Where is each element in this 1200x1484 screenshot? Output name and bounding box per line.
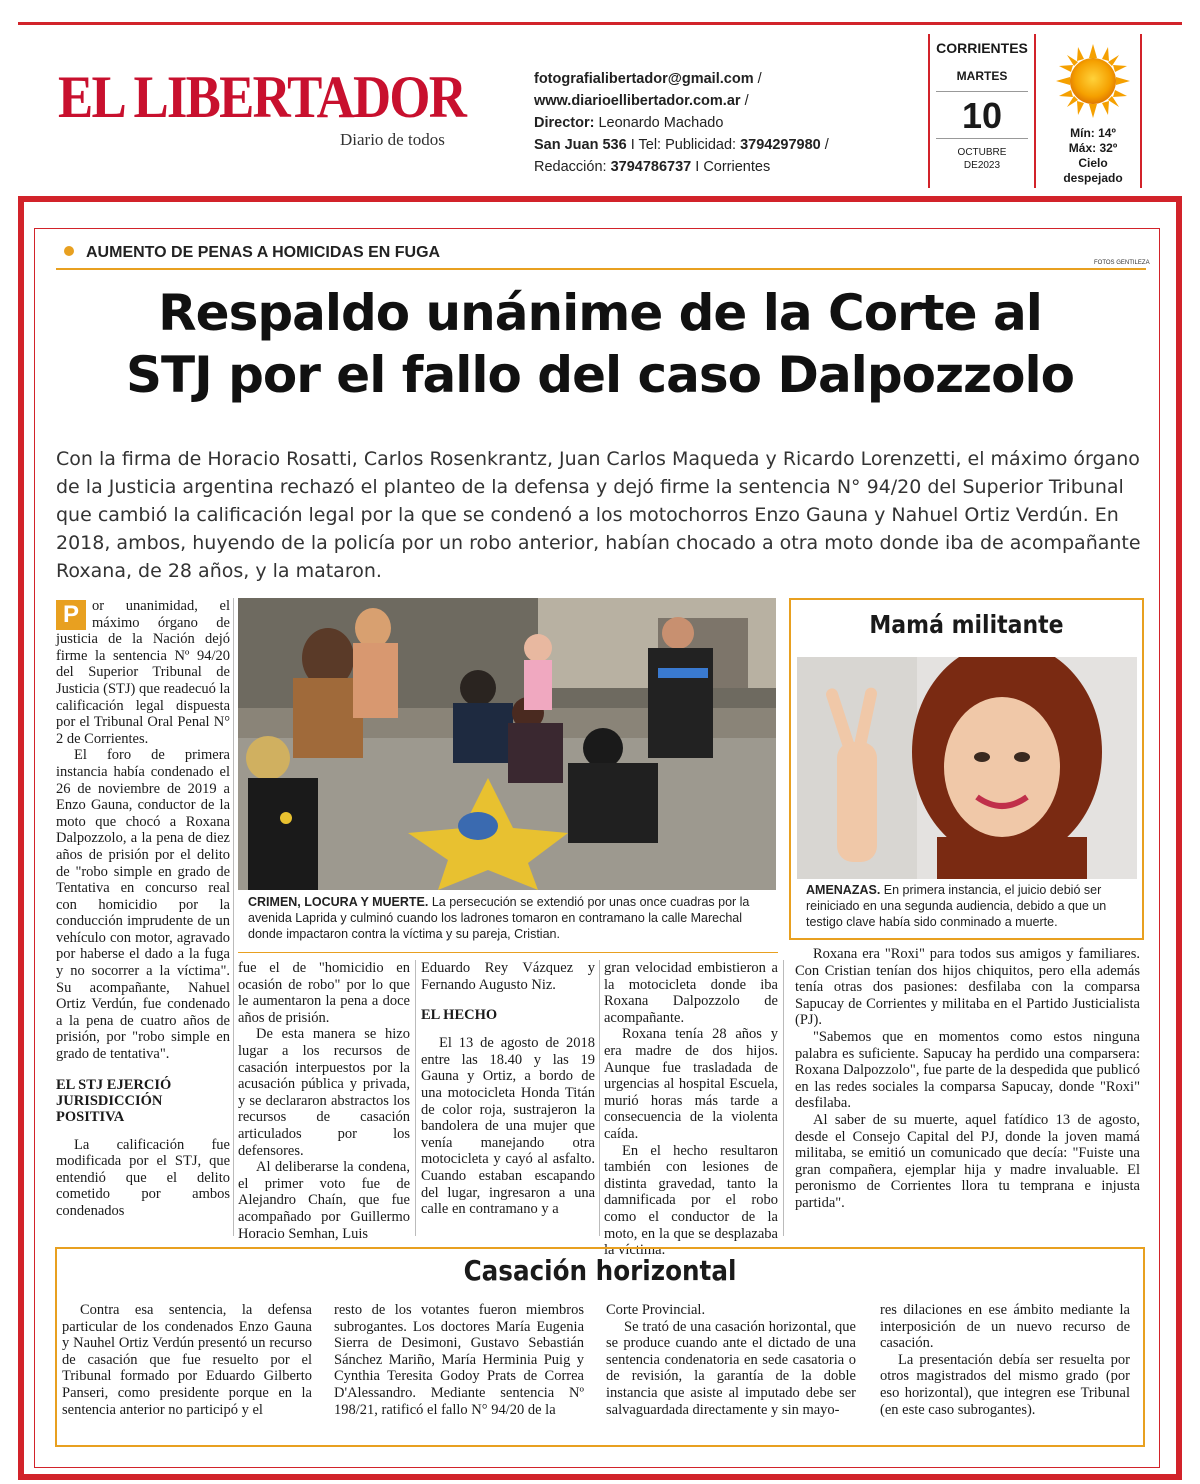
sidebar-caption-label: AMENAZAS. [806, 883, 881, 897]
sidebar-caption [806, 882, 1136, 930]
bottom-title: Casación horizontal [463, 1254, 737, 1287]
weather-condition-2: despejado [1063, 171, 1123, 185]
weather-min: Mín: 14º [1070, 126, 1116, 140]
bottom-column-2 [334, 1302, 584, 1418]
article-column-2 [238, 960, 410, 1242]
sidebar-portrait-photo[interactable] [797, 657, 1137, 879]
contact-city: I Corrientes [691, 159, 771, 175]
director-label: Director: [534, 115, 595, 131]
article-kicker [64, 244, 440, 262]
contact-website[interactable]: www.diarioellibertador.com.ar [534, 93, 741, 109]
tel-sep: / [820, 137, 829, 153]
column-rule-4 [783, 960, 784, 1236]
date-month: OCTUBRE [957, 147, 1007, 158]
col4-paragraph-2: Roxana tenía 28 años y era madre de dos hijos. Aunque fue trasladada de urgencias al hospital Escuela, murió horas más tarde a consecuencia de la violenta caída. [604, 1026, 778, 1142]
kicker-text: AUMENTO DE PENAS A HOMICIDAS EN FUGA [86, 244, 441, 261]
article-column-4 [604, 960, 778, 1259]
headline-line-2: STJ por el fallo del caso Dalpozzolo [125, 346, 1075, 404]
col1-paragraph-3: La calificación fue modificada por el STJ, que entendió que el delito cometido por ambos condenados [56, 1136, 230, 1219]
date-day-number: 10 [961, 95, 1003, 136]
tel-label: I Tel: Publicidad: [626, 137, 741, 153]
date-city: CORRIENTES [936, 40, 1028, 56]
bottom-col2-paragraph: resto de los votantes fueron miembros subrogantes. Los doctores María Eugenia Sierra de Desimoni, Gustavo Sebastián Sánchez Mariño, María Herminia Puig y Cynthia Teresita Godoy Prats de Correa D'Alessandro. Mediante sentencia Nº 198/21, ratificó el fallo N° 94/20 de la [334, 1302, 584, 1418]
contact-info [534, 68, 864, 178]
main-photo-caption [248, 894, 778, 942]
weather-max: Máx: 32º [1068, 141, 1118, 155]
article-column-1 [56, 598, 230, 1220]
bullet-icon [64, 246, 74, 256]
sidebar-paragraph-2: "Sabemos que en momentos como estos ninguna palabra es suficiente. Sapucay ha perdido una comparsera: Roxana Dalpozzolo", fue parte de la despedida que publicó en las redes sociales la comparsa Sapucay, donde "Roxi" desfilaba. [795, 1028, 1140, 1112]
col1-paragraph-2: El foro de primera instancia había condenado el 26 de noviembre de 2019 a Enzo Gauna, conductor de la moto que chocó a Roxana Dalpozzolo, a la pena de diez años de prisión por el delito de "robo simple en grado de Tentativa en concurso real con homicidio por la conducción imprudente de un vehículo con motor, agravado por haberse el dado a la fuga y no socorrer a la víctima". Su acompañante, Nahuel Ortiz Verdún, fue condenado a la pena de cuatro años de prisión, por "robo simple en grado de tentativa". [56, 747, 230, 1063]
sun-icon [1056, 44, 1130, 118]
caption-rule [238, 952, 778, 953]
bottom-col4-paragraph-1: res dilaciones en ese ámbito mediante la interposición de un nuevo recurso de casación. [880, 1302, 1130, 1352]
sidebar-paragraph-1: Roxana era "Roxi" para todos sus amigos y familiares. Con Cristian tenían dos hijos chiquitos, pero ella además tenía otras dos pasiones: desfilaba con la comparsa Sapucay de Corrientes y militaba en el Partido Justicialista (PJ). [795, 946, 1140, 1029]
bottom-col3-paragraph-1: Corte Provincial. [606, 1302, 706, 1318]
col1-paragraph-1: or unanimidad, el máximo órgano de justicia de la Nación dejó firme la sentencia Nº 94/20 del Superior Tribunal de Justicia (STJ) que readecuó la calificación legal dispuesta por el Tribunal Oral Penal N° 2 de Corrientes. [56, 598, 230, 747]
date-weekday: MARTES [956, 69, 1008, 83]
column-rule-2 [415, 960, 416, 1236]
headline-line-1: Respaldo unánime de la Corte al [158, 284, 1042, 342]
caption-label: CRIMEN, LOCURA Y MUERTE. [248, 895, 429, 909]
contact-email[interactable]: fotografialibertador@gmail.com [534, 71, 754, 87]
caption-text: La persecución se extendió por unas once cuadras por la avenida Laprida y culminó cuando los ladrones tomaron en contramano la calle Marechal donde impactaron contra la víctima y su pareja, Cristian. [248, 895, 750, 941]
date-year: DE2023 [963, 160, 1001, 171]
main-photo[interactable] [238, 598, 776, 890]
article-headline[interactable] [40, 282, 1160, 406]
weather-condition-1: Cielo [1078, 156, 1108, 170]
date-rule-2 [936, 138, 1028, 139]
redaccion-label: Redacción: [534, 159, 611, 175]
sidebar-text [795, 946, 1140, 1212]
tel-number: 3794297980 [740, 137, 821, 153]
bottom-column-3 [606, 1302, 856, 1418]
sidebar-caption-text: En primera instancia, el juicio debió ser reiniciado en una segunda audiencia, debido a que un testigo clave había sido conminado a muerte. [806, 883, 1107, 929]
col3-subhead: EL HECHO [421, 1007, 498, 1024]
masthead-title: EL LIBERTADOR [58, 64, 466, 130]
director-name: Leonardo Machado [594, 115, 724, 131]
date-rule [936, 91, 1028, 92]
header-top-rule [18, 22, 1182, 25]
col2-paragraph-3: Al deliberarse la condena, el primer voto fue de Alejandro Chaín, que fue acompañado por Guillermo Horacio Semhan, Luis [238, 1159, 410, 1242]
contact-website-sep: / [740, 93, 749, 109]
col2-paragraph-1: fue el de "homicidio en ocasión de robo" por lo que le aumentaron la pena a doce años de prisión. [238, 960, 410, 1026]
bottom-col1-paragraph: Contra esa sentencia, la defensa particular de los condenados Enzo Gauna y Nauhel Ortiz Verdún presentó un recurso de casación que fue resuelto por el Tribunal formado por Eduardo Gilberto Panseri, como presidente porque en la sentencia anterior no participó y el [62, 1302, 312, 1418]
column-rule-3 [599, 960, 600, 1236]
col4-paragraph-3: En el hecho resultaron también con lesiones de distinta gravedad, tanto la damnificada por el robo como el conductor de la moto, en la que se desplazaba la víctima. [604, 1142, 778, 1259]
photo-credit: FOTOS GENTILEZA [1094, 260, 1150, 266]
contact-email-sep: / [753, 71, 762, 87]
bottom-col3-paragraph-2: Se trató de una casación horizontal, que se produce cuando ante el dictado de una sentencia condenatoria en sede casatoria o de revisión, la garantía de la doble instancia que asiste al imputado debe ser salvaguardada directamente y sin mayo- [606, 1318, 856, 1418]
sidebar-paragraph-3: Al saber de su muerte, aquel fatídico 13 de agosto, desde el Consejo Capital del PJ, donde la joven mamá militaba, se emitió un comunicado que decía: "Fuiste una gran compañera, ejemplar hija y madre invaluable. El peronismo de Corrientes llora tu temprana e injusta partida". [795, 1111, 1140, 1211]
sidebar-title: Mamá militante [869, 610, 1064, 639]
masthead-subtitle: Diario de todos [340, 130, 445, 149]
contact-address: San Juan 536 [534, 137, 627, 153]
dropcap: P [56, 600, 86, 630]
col1-subhead: EL STJ EJERCIÓ JURISDICCIÓN POSITIVA [56, 1076, 172, 1125]
masthead-logo[interactable] [58, 62, 468, 158]
redaccion-number: 3794786737 [610, 159, 692, 175]
col3-paragraph-2: El 13 de agosto de 2018 entre las 18.40 y las 19 Gauna y Ortiz, a bordo de una motocicleta Honda Titán de color roja, sustrajeron la bandolera de una mujer que venía manejando otra motocicleta y cayó al asfalto. Cuando estaban escapando del lugar, ingresaron a una calle en contramano y a [421, 1035, 595, 1218]
bottom-col4-paragraph-2: La presentación debía ser resuelta por otros magistrados del mismo grado (por eso horizontal), que integren ese Tribunal (en este caso subrogantes). [880, 1351, 1130, 1418]
article-lead: Con la firma de Horacio Rosatti, Carlos Rosenkrantz, Juan Carlos Maqueda y Ricardo Lorenzetti, el máximo órgano de la Justicia argentina rechazó el planteo de la defensa y dejó firme la sentencia N° 94/20 del Superior Tribunal que cambió la calificación legal por la que se condenó a los motochorros Enzo Gauna y Nahuel Ortiz Verdún. En 2018, ambos, huyendo de la policía por un robo anterior, habían chocado a otra moto donde iba de acompañante Roxana, de 28 años, y la mataron. [56, 448, 1141, 582]
col4-paragraph-1: gran velocidad embistieron a la motocicleta donde iba Roxana Dalpozzolo de acompañante. [604, 960, 778, 1026]
column-rule-1 [233, 598, 234, 1236]
col3-paragraph-1: Eduardo Rey Vázquez y Fernando Augusto Niz. [421, 960, 595, 993]
bottom-column-1 [62, 1302, 312, 1418]
weather-box [1046, 34, 1142, 188]
date-box [928, 34, 1036, 188]
bottom-column-4 [880, 1302, 1130, 1418]
col2-paragraph-2: De esta manera se hizo lugar a los recursos de casación interpuestos por la acusación pública y privada, y se declararon abstractos los recursos de casación articulados por los defensores. [238, 1026, 410, 1159]
kicker-rule [56, 268, 1146, 270]
article-column-3 [421, 960, 595, 1218]
